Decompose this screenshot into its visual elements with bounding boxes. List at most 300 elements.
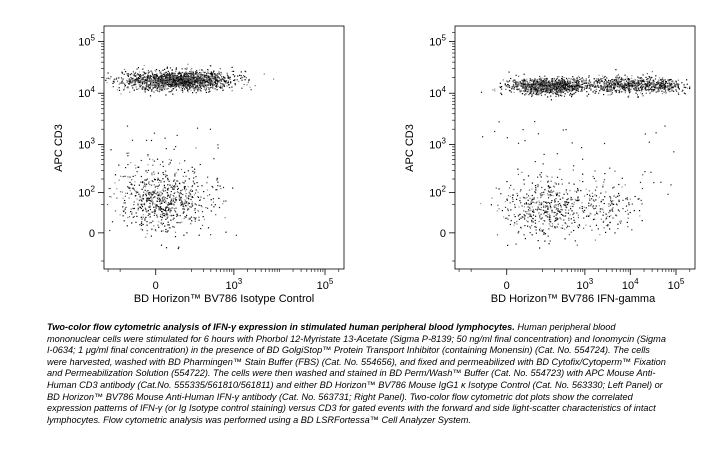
event-dot	[134, 80, 135, 81]
event-dot	[554, 82, 555, 83]
event-dot	[167, 205, 168, 206]
event-dot	[178, 169, 179, 170]
event-dot	[182, 194, 183, 195]
event-dot	[245, 71, 246, 72]
event-dot	[161, 73, 162, 74]
event-dot	[149, 72, 150, 73]
event-dot	[600, 89, 601, 90]
event-dot	[162, 224, 163, 225]
event-dot	[175, 236, 176, 237]
event-dot	[524, 218, 525, 219]
event-dot	[131, 212, 132, 213]
event-dot	[567, 88, 568, 89]
event-dot	[195, 208, 196, 209]
event-dot	[571, 86, 572, 87]
event-dot	[618, 80, 619, 81]
event-dot	[164, 181, 165, 182]
event-dot	[568, 89, 569, 90]
event-dot	[608, 82, 609, 83]
event-dot	[151, 236, 152, 237]
event-dot	[134, 74, 135, 75]
event-dot	[237, 76, 238, 77]
event-dot	[127, 155, 128, 156]
event-dot	[180, 81, 181, 82]
event-dot	[528, 203, 529, 204]
event-dot	[181, 80, 182, 81]
event-dot	[127, 217, 128, 218]
event-dot	[562, 88, 563, 89]
event-dot	[172, 187, 173, 188]
event-dot	[521, 172, 522, 173]
event-dot	[546, 78, 547, 79]
x-tick-label: $10^3$	[225, 277, 243, 292]
event-dot	[524, 203, 525, 204]
event-dot	[528, 214, 529, 215]
event-dot	[514, 86, 515, 87]
event-dot	[198, 73, 199, 74]
event-dot	[188, 83, 189, 84]
event-dot	[179, 83, 180, 84]
event-dot	[597, 82, 598, 83]
event-dot	[558, 95, 559, 96]
event-dot	[549, 214, 550, 215]
event-dot	[602, 75, 603, 76]
event-dot	[182, 189, 183, 190]
event-dot	[622, 84, 623, 85]
event-dot	[542, 230, 543, 231]
event-dot	[224, 84, 225, 85]
event-dot	[630, 91, 631, 92]
event-dot	[119, 83, 120, 84]
event-dot	[228, 84, 229, 85]
event-dot	[144, 87, 145, 88]
event-dot	[170, 87, 171, 88]
event-dot	[573, 82, 574, 83]
event-dot	[180, 85, 181, 86]
event-dot	[147, 80, 148, 81]
event-dot	[187, 64, 188, 65]
event-dot	[222, 84, 223, 85]
event-dot	[156, 86, 157, 87]
event-dot	[174, 186, 175, 187]
event-dot	[148, 215, 149, 216]
event-dot	[519, 206, 520, 207]
event-dot	[174, 86, 175, 87]
event-dot	[548, 195, 549, 196]
event-dot	[166, 247, 167, 248]
event-dot	[135, 175, 136, 176]
event-dot	[183, 204, 184, 205]
event-dot	[524, 225, 525, 226]
event-dot	[560, 87, 561, 88]
event-dot	[531, 201, 532, 202]
event-dot	[194, 172, 195, 173]
event-dot	[634, 85, 635, 86]
event-dot	[554, 78, 555, 79]
event-dot	[554, 90, 555, 91]
event-dot	[646, 86, 647, 87]
event-dot	[105, 80, 106, 81]
event-dot	[117, 89, 118, 90]
event-dot	[641, 78, 642, 79]
event-dot	[569, 226, 570, 227]
event-dot	[110, 188, 111, 189]
event-dot	[602, 78, 603, 79]
event-dot	[663, 81, 664, 82]
event-dot	[630, 83, 631, 84]
event-dot	[610, 81, 611, 82]
event-dot	[546, 90, 547, 91]
event-dot	[186, 217, 187, 218]
event-dot	[606, 86, 607, 87]
event-dot	[631, 78, 632, 79]
event-dot	[160, 195, 161, 196]
event-dot	[506, 181, 507, 182]
event-dot	[146, 195, 147, 196]
event-dot	[556, 217, 557, 218]
event-dot	[223, 201, 224, 202]
event-dot	[525, 238, 526, 239]
event-dot	[129, 78, 130, 79]
event-dot	[151, 192, 152, 193]
event-dot	[166, 175, 167, 176]
event-dot	[179, 195, 180, 196]
event-dot	[545, 215, 546, 216]
event-dot	[589, 79, 590, 80]
event-dot	[613, 87, 614, 88]
event-dot	[185, 205, 186, 206]
event-dot	[147, 190, 148, 191]
event-dot	[665, 92, 666, 93]
event-dot	[132, 87, 133, 88]
event-dot	[609, 84, 610, 85]
event-dot	[180, 192, 181, 193]
y-tick-label: $10^2$	[78, 184, 95, 200]
event-dot	[142, 69, 143, 70]
event-dot	[149, 207, 150, 208]
event-dot	[191, 220, 192, 221]
event-dot	[541, 218, 542, 219]
event-dot	[135, 195, 136, 196]
event-dot	[203, 86, 204, 87]
event-dot	[520, 198, 521, 199]
event-dot	[230, 81, 231, 82]
event-dot	[176, 172, 177, 173]
event-dot	[532, 234, 533, 235]
event-dot	[211, 210, 212, 211]
event-dot	[166, 148, 167, 149]
event-dot	[162, 70, 163, 71]
event-dot	[251, 89, 252, 90]
event-dot	[219, 207, 220, 208]
event-dot	[163, 213, 164, 214]
event-dot	[202, 206, 203, 207]
event-dot	[162, 197, 163, 198]
event-dot	[643, 95, 644, 96]
event-dot	[137, 74, 138, 75]
event-dot	[190, 199, 191, 200]
event-dot	[191, 68, 192, 69]
event-dot	[166, 203, 167, 204]
event-dot	[175, 211, 176, 212]
event-dot	[611, 82, 612, 83]
event-dot	[579, 86, 580, 87]
event-dot	[186, 197, 187, 198]
event-dot	[664, 79, 665, 80]
event-dot	[171, 204, 172, 205]
event-dot	[559, 169, 560, 170]
event-dot	[239, 75, 240, 76]
event-dot	[123, 176, 124, 177]
event-dot	[186, 232, 187, 233]
event-dot	[642, 86, 643, 87]
event-dot	[151, 71, 152, 72]
event-dot	[611, 94, 612, 95]
event-dot	[164, 80, 165, 81]
event-dot	[169, 204, 170, 205]
event-dot	[570, 87, 571, 88]
event-dot	[188, 203, 189, 204]
event-dot	[220, 188, 221, 189]
event-dot	[506, 81, 507, 82]
event-dot	[155, 80, 156, 81]
event-dot	[153, 207, 154, 208]
event-dot	[123, 79, 124, 80]
event-dot	[131, 85, 132, 86]
event-dot	[148, 87, 149, 88]
event-dot	[141, 160, 142, 161]
event-dot	[174, 210, 175, 211]
event-dot	[171, 215, 172, 216]
event-dot	[518, 174, 519, 175]
event-dot	[219, 73, 220, 74]
event-dot	[599, 87, 600, 88]
event-dot	[130, 77, 131, 78]
event-dot	[112, 83, 113, 84]
event-dot	[206, 80, 207, 81]
event-dot	[500, 86, 501, 87]
event-dot	[534, 78, 535, 79]
event-dot	[529, 190, 530, 191]
event-dot	[124, 176, 125, 177]
event-dot	[547, 209, 548, 210]
event-dot	[215, 74, 216, 75]
event-dot	[163, 190, 164, 191]
event-dot	[209, 79, 210, 80]
event-dot	[148, 77, 149, 78]
event-dot	[141, 204, 142, 205]
event-dot	[196, 92, 197, 93]
event-dot	[558, 205, 559, 206]
event-dot	[138, 74, 139, 75]
event-dot	[558, 90, 559, 91]
event-dot	[610, 85, 611, 86]
event-dot	[199, 72, 200, 73]
event-dot	[134, 84, 135, 85]
event-dot	[250, 87, 251, 88]
event-dot	[127, 75, 128, 76]
event-dot	[157, 179, 158, 180]
event-dot	[642, 93, 643, 94]
event-dot	[153, 197, 154, 198]
event-dot	[200, 90, 201, 91]
event-dot	[673, 91, 674, 92]
event-dot	[125, 209, 126, 210]
event-dot	[149, 159, 150, 160]
event-dot	[169, 197, 170, 198]
event-dot	[516, 86, 517, 87]
event-dot	[213, 71, 214, 72]
event-dot	[155, 179, 156, 180]
event-dot	[586, 78, 587, 79]
event-dot	[123, 215, 124, 216]
event-dot	[190, 87, 191, 88]
event-dot	[571, 218, 572, 219]
event-dot	[612, 79, 613, 80]
event-dot	[539, 90, 540, 91]
event-dot	[180, 77, 181, 78]
event-dot	[223, 77, 224, 78]
event-dot	[196, 147, 197, 148]
event-dot	[524, 74, 525, 75]
event-dot	[594, 82, 595, 83]
event-dot	[586, 82, 587, 83]
event-dot	[208, 76, 209, 77]
event-dot	[171, 187, 172, 188]
event-dot	[165, 138, 166, 139]
event-dot	[148, 155, 149, 156]
event-dot	[154, 92, 155, 93]
event-dot	[572, 79, 573, 80]
event-dot	[532, 206, 533, 207]
event-dot	[631, 75, 632, 76]
event-dot	[645, 85, 646, 86]
event-dot	[616, 77, 617, 78]
event-dot	[621, 87, 622, 88]
event-dot	[530, 227, 531, 228]
event-dot	[619, 92, 620, 93]
event-dot	[190, 223, 191, 224]
event-dot	[657, 82, 658, 83]
event-dot	[171, 191, 172, 192]
event-dot	[218, 198, 219, 199]
event-dot	[584, 81, 585, 82]
event-dot	[545, 84, 546, 85]
event-dot	[676, 91, 677, 92]
event-dot	[545, 206, 546, 207]
event-dot	[174, 204, 175, 205]
event-dot	[634, 89, 635, 90]
event-dot	[139, 84, 140, 85]
event-dot	[173, 81, 174, 82]
event-dot	[130, 211, 131, 212]
event-dot	[612, 90, 613, 91]
event-dot	[602, 81, 603, 82]
event-dot	[183, 87, 184, 88]
event-dot	[158, 227, 159, 228]
event-dot	[176, 80, 177, 81]
event-dot	[194, 194, 195, 195]
event-dot	[161, 223, 162, 224]
event-dot	[170, 162, 171, 163]
event-dot	[133, 208, 134, 209]
event-dot	[128, 153, 129, 154]
event-dot	[189, 206, 190, 207]
event-dot	[626, 81, 627, 82]
event-dot	[545, 94, 546, 95]
event-dot	[642, 80, 643, 81]
event-dot	[598, 75, 599, 76]
event-dot	[530, 91, 531, 92]
event-dot	[222, 87, 223, 88]
event-dot	[684, 93, 685, 94]
event-dot	[169, 207, 170, 208]
event-dot	[169, 227, 170, 228]
event-dot	[123, 89, 124, 90]
event-dot	[147, 84, 148, 85]
event-dot	[150, 197, 151, 198]
event-dot	[174, 179, 175, 180]
event-dot	[649, 85, 650, 86]
event-dot	[141, 200, 142, 201]
event-dot	[147, 154, 148, 155]
event-dot	[532, 202, 533, 203]
event-dot	[177, 191, 178, 192]
event-dot	[180, 222, 181, 223]
event-dot	[536, 229, 537, 230]
event-dot	[172, 69, 173, 70]
event-dot	[188, 89, 189, 90]
event-dot	[212, 80, 213, 81]
event-dot	[623, 79, 624, 80]
event-dot	[509, 85, 510, 86]
event-dot	[583, 87, 584, 88]
event-dot	[532, 79, 533, 80]
event-dot	[208, 84, 209, 85]
event-dot	[223, 85, 224, 86]
event-dot	[149, 184, 150, 185]
event-dot	[618, 79, 619, 80]
event-dot	[229, 87, 230, 88]
event-dot	[533, 84, 534, 85]
event-dot	[589, 84, 590, 85]
event-dot	[181, 193, 182, 194]
event-dot	[653, 85, 654, 86]
event-dot	[551, 210, 552, 211]
event-dot	[562, 78, 563, 79]
event-dot	[124, 74, 125, 75]
event-dot	[148, 81, 149, 82]
event-dot	[218, 86, 219, 87]
event-dot	[155, 71, 156, 72]
event-dot	[567, 80, 568, 81]
event-dot	[164, 226, 165, 227]
event-dot	[529, 82, 530, 83]
event-dot	[628, 85, 629, 86]
event-dot	[210, 65, 211, 66]
event-dot	[179, 196, 180, 197]
event-dot	[151, 185, 152, 186]
event-dot	[162, 83, 163, 84]
event-dot	[678, 92, 679, 93]
event-dot	[157, 198, 158, 199]
event-dot	[158, 221, 159, 222]
event-dot	[209, 194, 210, 195]
event-dot	[215, 88, 216, 89]
event-dot	[581, 78, 582, 79]
event-dot	[555, 85, 556, 86]
event-dot	[151, 84, 152, 85]
